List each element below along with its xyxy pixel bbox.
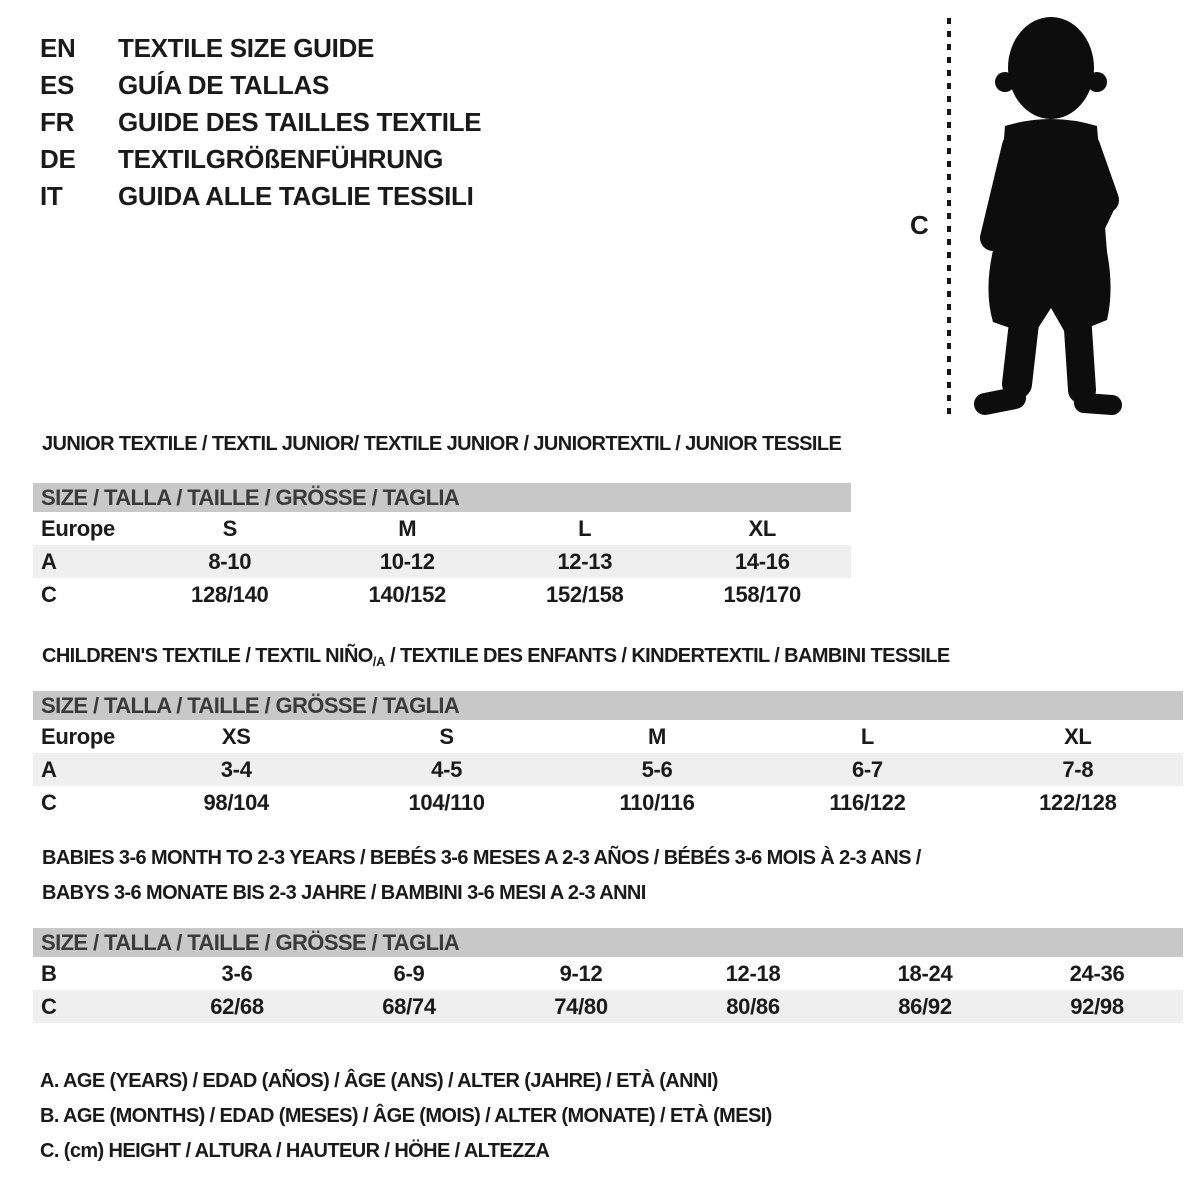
table-cell: XL [1064,723,1092,749]
language-row-fr [40,104,481,141]
size-header-text: SIZE / TALLA / TAILLE / GRÖSSE / TAGLIA [41,692,460,718]
table-cell: 80/86 [726,993,780,1019]
table-cell: XS [221,723,251,749]
language-row-it [40,178,481,215]
children-size-table [33,691,1183,819]
footnote-age-months: B. AGE (MONTHS) / EDAD (MESES) / ÂGE (MOIS) / ALTER (MONATE) / ETÀ (MESI) [40,1105,772,1127]
size-header-bar [33,691,1183,720]
table-cell: 3-6 [221,960,253,986]
table-cell: 158/170 [723,581,801,607]
table-cell: 14-16 [734,548,790,574]
table-cell: 10-12 [379,548,435,574]
table-cell: M [398,515,417,541]
row-label: C [41,993,57,1019]
language-code: FR [40,107,75,137]
table-cell: 128/140 [191,581,269,607]
language-title-list [40,30,481,215]
table-cell: 152/158 [546,581,624,607]
language-title: TEXTILGRÖßENFÜHRUNG [118,144,444,174]
footnote-age-years: A. AGE (YEARS) / EDAD (AÑOS) / ÂGE (ANS) / ALTER (JAHRE) / ETÀ (ANNI) [40,1070,718,1092]
language-code: DE [40,144,76,174]
size-header-text: SIZE / TALLA / TAILLE / GRÖSSE / TAGLIA [41,929,460,955]
row-label: Europe [41,515,115,541]
table-cell: 116/122 [829,789,906,815]
table-cell: 68/74 [382,993,436,1019]
table-row [33,720,1183,753]
children-title-pre: CHILDREN'S TEXTILE / TEXTIL NIÑO [42,645,373,667]
table-row [33,753,1183,786]
table-cell: 122/128 [1039,789,1117,815]
table-cell: 5-6 [641,756,673,782]
children-title-post: / TEXTILE DES ENFANTS / KINDERTEXTIL / BAMBINI TESSILE [385,645,950,667]
table-cell: 18-24 [897,960,953,986]
table-row [33,786,1183,819]
babies-section-title-line2: BABYS 3-6 MONATE BIS 2-3 JAHRE / BAMBINI 3-6 MESI A 2-3 ANNI [42,882,646,904]
table-cell: 7-8 [1062,756,1094,782]
table-cell: 6-9 [393,960,425,986]
babies-size-table [33,928,1183,1023]
language-title: TEXTILE SIZE GUIDE [118,33,375,63]
babies-section-title-line1: BABIES 3-6 MONTH TO 2-3 YEARS / BEBÉS 3-6 MESES A 2-3 AÑOS / BÉBÉS 3-6 MOIS À 2-3 ANS / [42,847,921,869]
table-row [33,545,851,578]
size-header-bar [33,928,1183,957]
size-header-bar [33,483,851,512]
language-title: GUÍA DE TALLAS [118,70,330,100]
table-cell: 92/98 [1070,993,1124,1019]
table-row [33,512,851,545]
table-cell: XL [748,515,776,541]
table-cell: 12-18 [725,960,781,986]
table-cell: S [222,515,237,541]
row-label: C [41,581,57,607]
table-row [33,957,1183,990]
language-code: EN [40,33,76,63]
row-label: Europe [41,723,115,749]
table-cell: S [439,723,454,749]
row-label: A [41,756,57,782]
language-title: GUIDA ALLE TAGLIE TESSILI [118,181,474,211]
table-cell: 140/152 [368,581,446,607]
row-label: C [41,789,57,815]
height-measure-label: C [910,210,929,240]
height-dashed-line [947,18,951,416]
row-label: B [41,960,57,986]
language-row-de [40,141,481,178]
language-row-en [40,30,481,67]
size-header-text: SIZE / TALLA / TAILLE / GRÖSSE / TAGLIA [41,484,460,510]
table-cell: M [648,723,667,749]
table-cell: 110/116 [619,789,695,815]
table-cell: 6-7 [851,756,883,782]
table-cell: 4-5 [431,756,463,782]
table-cell: 3-4 [220,756,252,782]
footnote-height-cm: C. (cm) HEIGHT / ALTURA / HAUTEUR / HÖHE / ALTEZZA [40,1140,550,1162]
table-cell: L [578,515,592,541]
table-cell: 104/110 [408,789,485,815]
language-code: ES [40,70,75,100]
row-label: A [41,548,57,574]
table-row [33,990,1183,1023]
table-cell: 12-13 [557,548,613,574]
table-cell: 74/80 [554,993,608,1019]
table-cell: L [860,723,874,749]
children-section-title [42,645,950,669]
language-title: GUIDE DES TAILLES TEXTILE [118,107,482,137]
table-cell: 98/104 [203,789,269,815]
table-cell: 62/68 [210,993,264,1019]
table-row [33,578,851,611]
table-cell: 8-10 [208,548,252,574]
language-code: IT [40,181,63,211]
junior-size-table [33,483,851,611]
junior-section-title: JUNIOR TEXTILE / TEXTIL JUNIOR/ TEXTILE JUNIOR / JUNIORTEXTIL / JUNIOR TESSILE [42,433,842,455]
table-cell: 9-12 [559,960,603,986]
toddler-silhouette-icon [963,14,1141,418]
language-row-es [40,67,481,104]
table-cell: 24-36 [1069,960,1125,986]
children-title-subscript: /A [372,654,386,669]
table-cell: 86/92 [898,993,952,1019]
